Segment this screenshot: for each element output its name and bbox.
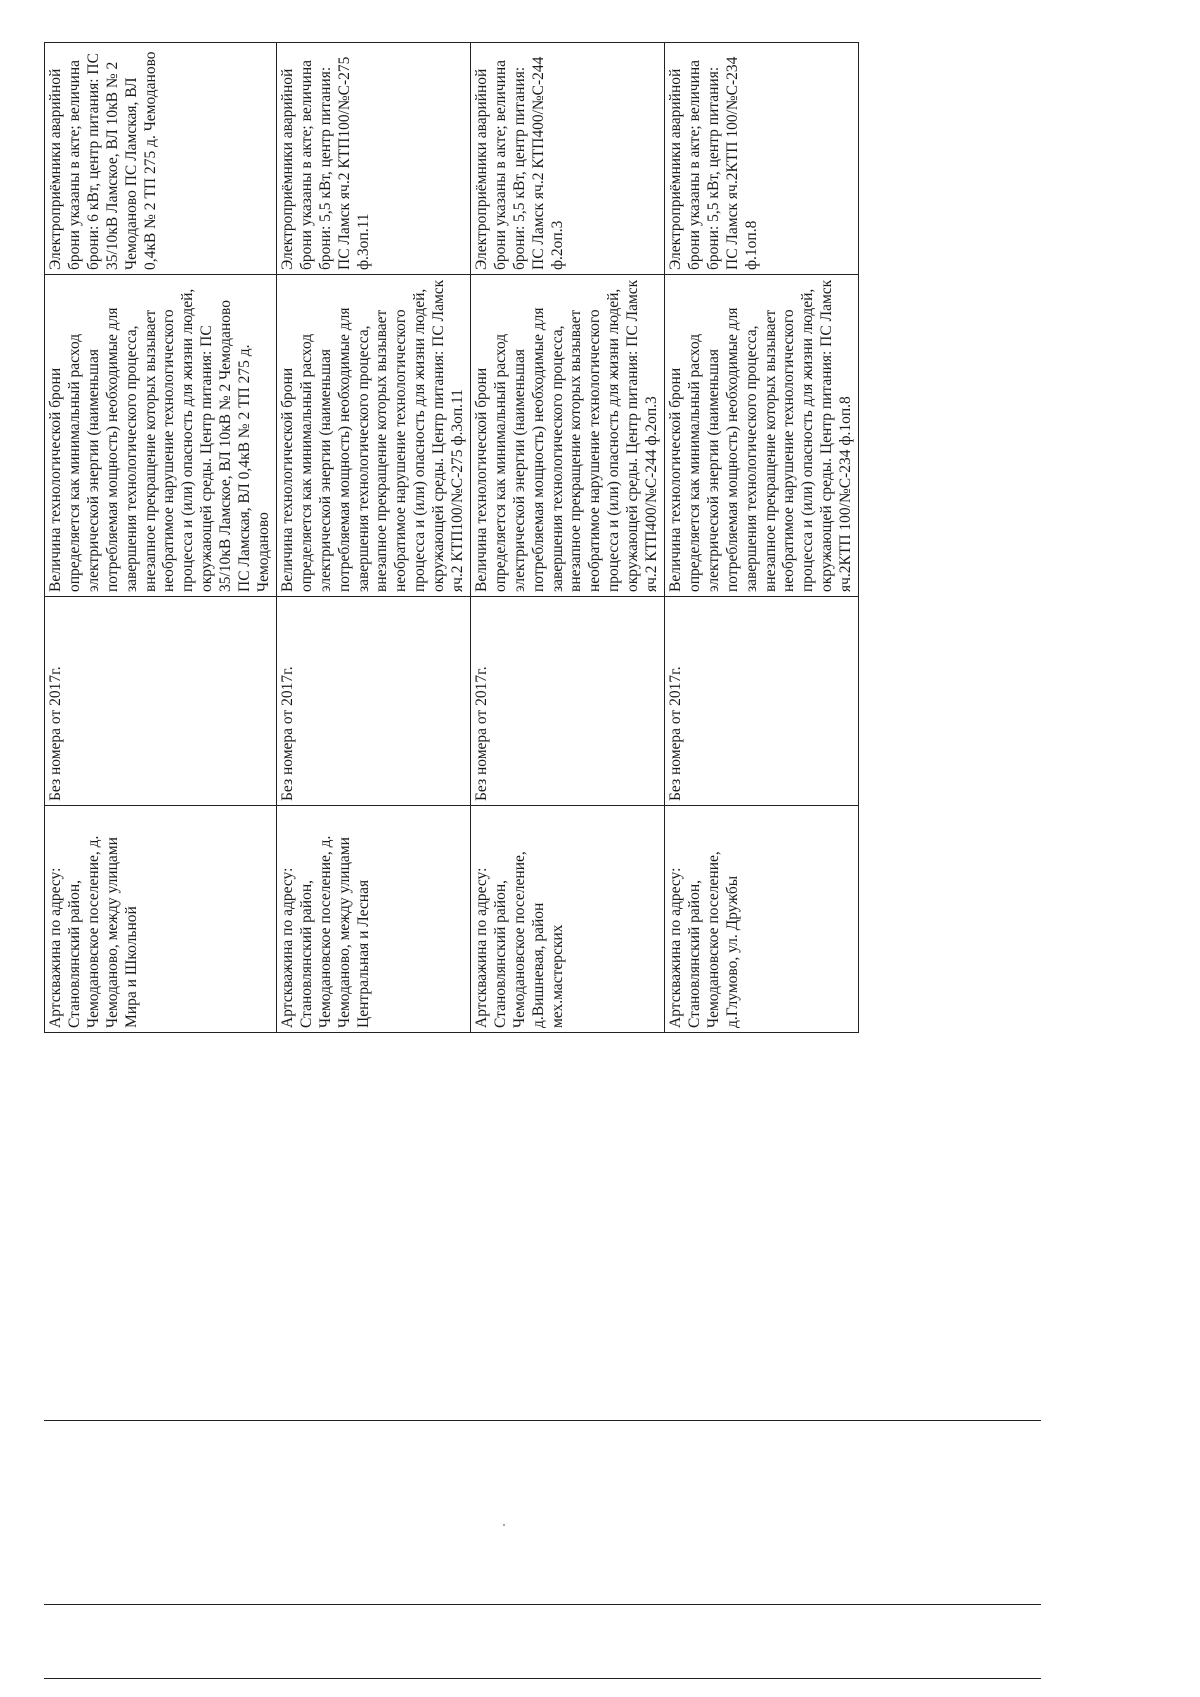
rotated-table-area xyxy=(44,43,1034,1028)
tech-reserve-cell: Величина технологической брони определяется как минимальный расход электрической энергии (наименьшая потребляемая мощность) необходимые для завершения технологического процесса, внезапное прекращение которых вызывает необратимое нарушение технологического процесса и (или) опасность для жизни людей, окружающей среды. Центр питания: ПС Ламск яч.2 КТП100/№С-275 ф.3оп.11 xyxy=(276,275,470,597)
table-row xyxy=(276,43,470,1033)
document-cell: Без номера от 2017г. xyxy=(665,597,859,806)
rule-line xyxy=(44,1420,1041,1421)
table-row xyxy=(45,43,277,1033)
address-cell: Артскважина по адресу: Становлянский район, Чемодановское поселение, д.Глумово, ул. Дружбы xyxy=(665,806,859,1033)
address-cell: Артскважина по адресу: Становлянский район, Чемодановское поселение, д. Чемоданово, между улицами Мира и Школьной xyxy=(45,806,277,1033)
document-cell: Без номера от 2017г. xyxy=(45,597,277,806)
rule-line xyxy=(44,1604,1041,1605)
tech-reserve-cell: Величина технологической брони определяется как минимальный расход электрической энергии (наименьшая потребляемая мощность) необходимые для завершения технологического процесса, внезапное прекращение которых вызывает необратимое нарушение технологического процесса и (или) опасность для жизни людей, окружающей среды. Центр питания: ПС Ламск яч.2КТП 100/№С-234 ф.1оп.8 xyxy=(665,275,859,597)
table-row xyxy=(470,43,664,1033)
emergency-reserve-cell: Электроприёмники аварийной брони указаны в акте; величина брони: 6 кВт, центр питания: ПС 35/10кВ Ламское, ВЛ 10кВ № 2 Чемоданово ПС Ламская, ВЛ 0,4кВ № 2 ТП 275 д. Чемоданово xyxy=(45,43,277,275)
rule-line xyxy=(44,1678,1041,1679)
emergency-reserve-cell: Электроприёмники аварийной брони указаны в акте; величина брони: 5,5 кВт, центр питания: ПС Ламск яч.2 КТП400/№С-244 ф.2оп.3 xyxy=(470,43,664,275)
scan-speck xyxy=(503,1524,505,1526)
document-cell: Без номера от 2017г. xyxy=(276,597,470,806)
emergency-reserve-cell: Электроприёмники аварийной брони указаны в акте; величина брони: 5,5 кВт, центр питания: ПС Ламск яч.2 КТП100/№С-275 ф.3оп.11 xyxy=(276,43,470,275)
tech-reserve-cell: Величина технологической брони определяется как минимальный расход электрической энергии (наименьшая потребляемая мощность) необходимые для завершения технологического процесса, внезапное прекращение которых вызывает необратимое нарушение технологического процесса и (или) опасность для жизни людей, окружающей среды. Центр питания: ПС 35/10кВ Ламское, ВЛ 10кВ № 2 Чемоданово ПС Ламская, ВЛ 0,4кВ № 2 ТП 275 д. Чемоданово xyxy=(45,275,277,597)
emergency-reserve-cell: Электроприёмники аварийной брони указаны в акте; величина брони: 5,5 кВт, центр питания: ПС Ламск яч.2КТП 100/№С-234 ф.1оп.8 xyxy=(665,43,859,275)
power-reserve-table xyxy=(44,42,859,1033)
table-row xyxy=(665,43,859,1033)
address-cell: Артскважина по адресу: Становлянский район, Чемодановское поселение, д. Чемоданово, между улицами Центральная и Лесная xyxy=(276,806,470,1033)
document-cell: Без номера от 2017г. xyxy=(470,597,664,806)
address-cell: Артскважина по адресу: Становлянский район, Чемодановское поселение, д.Вишневая, район мех.мастерских xyxy=(470,806,664,1033)
tech-reserve-cell: Величина технологической брони определяется как минимальный расход электрической энергии (наименьшая потребляемая мощность) необходимые для завершения технологического процесса, внезапное прекращение которых вызывает необратимое нарушение технологического процесса и (или) опасность для жизни людей, окружающей среды. Центр питания: ПС Ламск яч.2 КТП400/№С-244 ф.2оп.3 xyxy=(470,275,664,597)
